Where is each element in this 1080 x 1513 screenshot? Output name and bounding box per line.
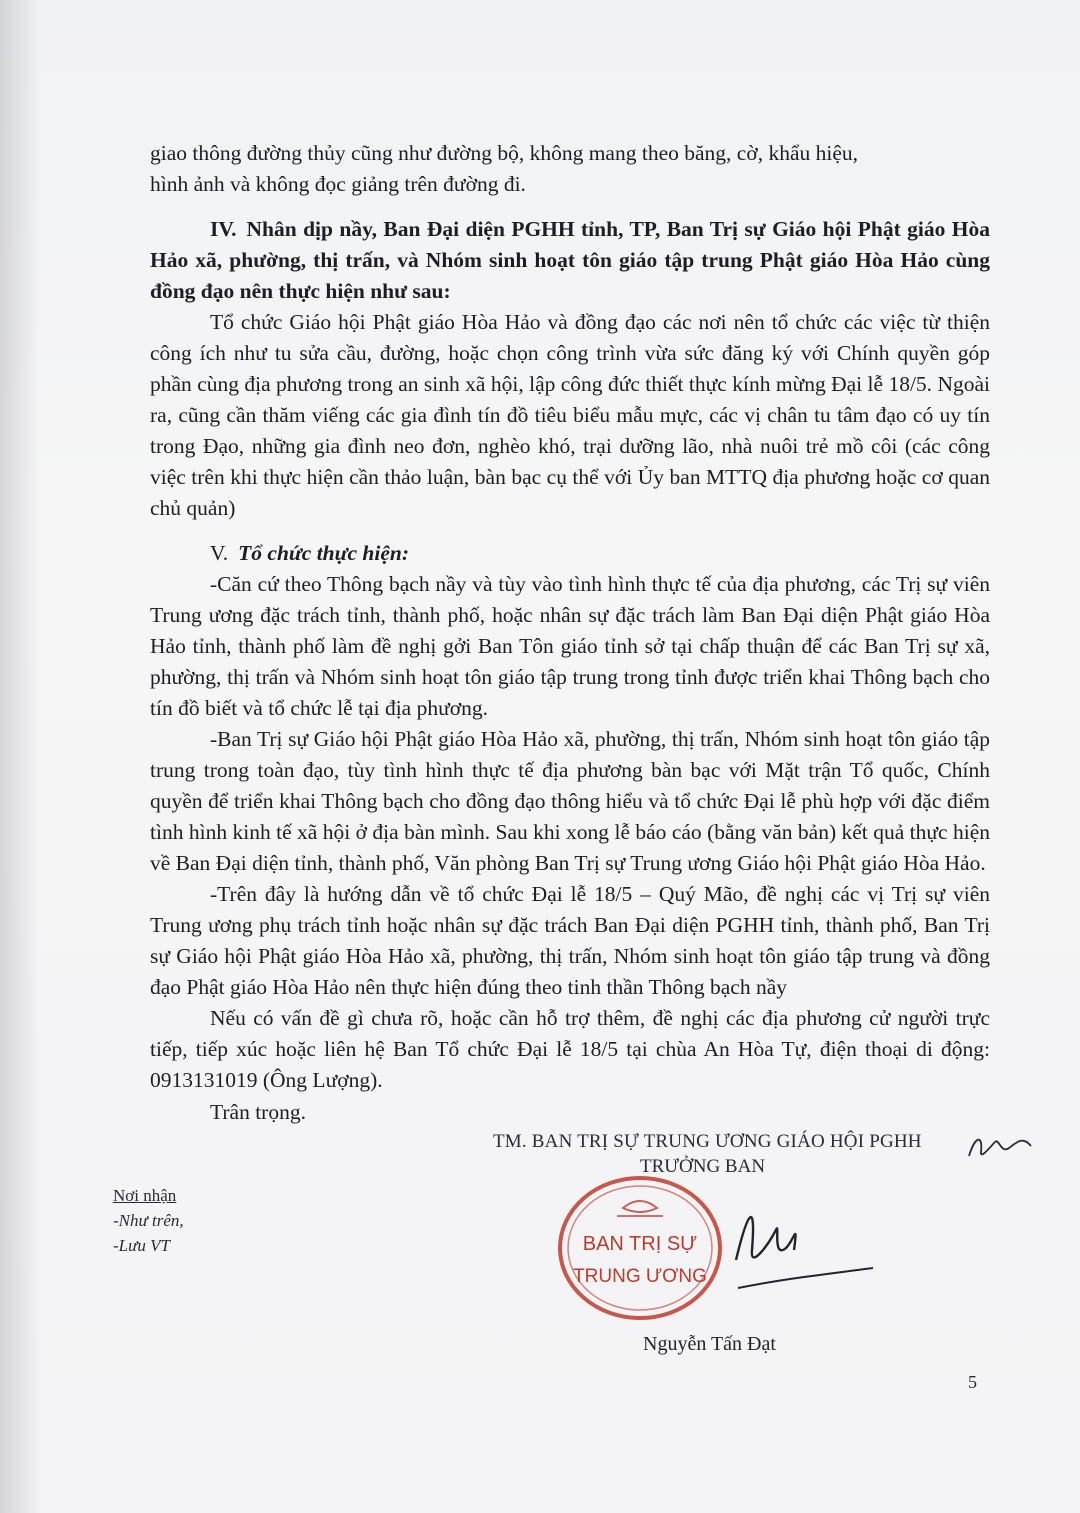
- section-iv-number: IV.: [210, 217, 237, 241]
- closing-salutation: Trân trọng.: [210, 1100, 306, 1124]
- section-v-paragraph: -Căn cứ theo Thông bạch nầy và tùy vào tình hình thực tế của địa phương, các Trị sự viên Trung ương đặc trách tỉnh, thành phố, hoặc nhân sự đặc trách làm Ban Đại diện Phật giáo Hòa Hảo tỉnh, thành phố làm đề nghị gởi Ban Tôn giáo tỉnh sở tại chấp thuận để các Ban Trị sự xã, phường, thị trấn và Nhóm sinh hoạt tôn giáo tập trung trong tỉnh được triển khai Thông bạch cho tín đồ biết và tổ chức lễ tại địa phương.: [150, 572, 990, 720]
- page-edge-shadow: [0, 0, 40, 1513]
- section-iv-body: Tổ chức Giáo hội Phật giáo Hòa Hảo và đồng đạo các nơi nên tổ chức các việc từ thiện công ích như tu sửa cầu, đường, hoặc chọn công trình vừa sức đăng ký với Chính quyền góp phần cùng địa phương trong an sinh xã hội, lập công đức thiết thực kính mừng Đại lễ 18/5. Ngoài ra, cũng cần thăm viếng các gia đình tín đồ tiêu biểu mẫu mực, các vị chân tu tâm đạo có uy tín trong Đạo, những gia đình neo đơn, nghèo khó, trại dưỡng lão, nhà nuôi trẻ mồ côi (các công việc trên khi thực hiện cần thảo luận, bàn bạc cụ thể với Ủy ban MTTQ địa phương hoặc cơ quan chủ quản): [150, 310, 990, 520]
- section-v-paragraph: -Ban Trị sự Giáo hội Phật giáo Hòa Hảo xã, phường, thị trấn, Nhóm sinh hoạt tôn giáo tập trung trong toàn đạo, tùy tình hình thực tế địa phương bàn bạc với Mặt trận Tổ quốc, Chính quyền để triển khai Thông bạch cho đồng đạo thông hiểu và tổ chức Đại lễ phù hợp với đặc điểm tình hình kinh tế xã hội ở địa bàn mình. Sau khi xong lễ báo cáo (bằng văn bản) kết quả thực hiện về Ban Đại diện tỉnh, thành phố, Văn phòng Ban Trị sự Trung ương Giáo hội Phật giáo Hòa Hảo.: [150, 727, 990, 875]
- recipients-label: Nơi nhận: [113, 1186, 177, 1205]
- document-body: [150, 138, 990, 1096]
- section-iv-heading-text: Nhân dịp nầy, Ban Đại diện PGHH tỉnh, TP, Ban Trị sự Giáo hội Phật giáo Hòa Hảo xã, phường, thị trấn, và Nhóm sinh hoạt tôn giáo tập trung Phật giáo Hòa Hảo cùng đồng đạo nên thực hiện như sau:: [150, 217, 990, 303]
- section-iv-heading: [150, 214, 990, 307]
- section-v-heading: [150, 538, 990, 569]
- signer-name: Nguyễn Tấn Đạt: [643, 1333, 776, 1355]
- handwritten-initial: [965, 1128, 1040, 1168]
- official-seal-stamp: [553, 1170, 728, 1325]
- recipient-item: -Lưu VT: [113, 1236, 170, 1255]
- stamp-line-2: TRUNG ƯƠNG: [573, 1266, 707, 1287]
- recipient-item: -Như trên,: [113, 1211, 184, 1230]
- continuation-line: giao thông đường thủy cũng như đường bộ, không mang theo băng, cờ, khẩu hiệu,: [150, 141, 858, 165]
- continuation-line: hình ảnh và không đọc giảng trên đường đi.: [150, 172, 526, 196]
- signatory-title: TRƯỞNG BAN: [640, 1156, 766, 1177]
- recipients-block: [113, 1183, 184, 1258]
- stamp-line-1: BAN TRỊ SỰ: [582, 1233, 698, 1255]
- handwritten-signature: [728, 1190, 878, 1300]
- signatory-organization: TM. BAN TRỊ SỰ TRUNG ƯƠNG GIÁO HỘI PGHH: [493, 1131, 922, 1152]
- page-number: 5: [968, 1372, 977, 1392]
- section-v-paragraph: Nếu có vấn đề gì chưa rõ, hoặc cần hỗ trợ thêm, đề nghị các địa phương cử người trực tiếp, tiếp xúc hoặc liên hệ Ban Tổ chức Đại lễ 18/5 tại chùa An Hòa Tự, điện thoại di động: 0913131019 (Ông Lượng).: [150, 1006, 990, 1092]
- section-v-number: V.: [210, 541, 229, 565]
- section-v-paragraph: -Trên đây là hướng dẫn về tổ chức Đại lễ 18/5 – Quý Mão, đề nghị các vị Trị sự viên Trung ương phụ trách tỉnh hoặc nhân sự đặc trách Ban Đại diện PGHH tỉnh, thành phố, Ban Trị sự Giáo hội Phật giáo Hòa Hảo xã, phường, thị trấn, Nhóm sinh hoạt tôn giáo tập trung và đồng đạo Phật giáo Hòa Hảo nên thực hiện đúng theo tinh thần Thông bạch nầy: [150, 882, 990, 999]
- section-v-heading-text: Tổ chức thực hiện:: [238, 541, 410, 565]
